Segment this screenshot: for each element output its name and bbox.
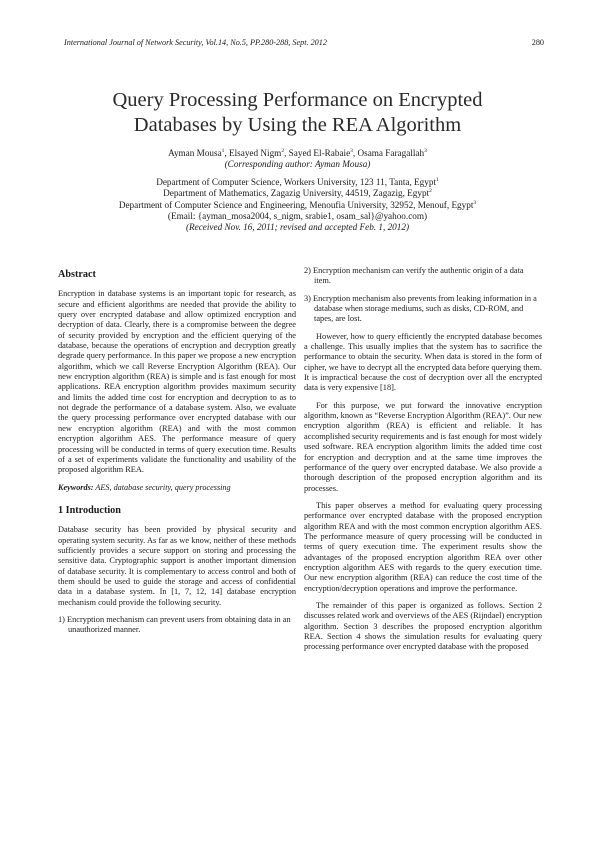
keywords-text: AES, database security, query processing [93, 482, 231, 492]
abstract-heading: Abstract [58, 269, 96, 280]
journal-citation: International Journal of Network Security, Vol.14, No.5, PP.280-288, Sept. 2012 [64, 38, 327, 47]
right-column [304, 266, 542, 660]
body-paragraph-3: This paper observes a method for evaluating query processing performance over encrypted database with the proposed encryption algorithm REA and with the most common encryption algorithm AES. The performance measure of query processing will be conducted in terms of query execution time. The experiment results show the advantages of the proposed encryption algorithm REA over other encryption algorithm AES with regards to the query execution time. Our new encryption algorithm (REA) can reduce the cost time of the encryption/decryption operations and improve the performance. [304, 500, 542, 593]
intro-heading: 1 Introduction [58, 504, 121, 516]
author-name: , Sayed El-Rabaie [284, 148, 351, 158]
affil-mark: 2 [429, 188, 432, 195]
intro-paragraph: Database security has been provided by physical security and operating system security. As far as we know, neither of these methods sufficiently provides a secure support on storing and processing the sensitive data. Cryptographic support is another important dimension of database security. It is complementary to access control and both of them should be used to guide the storage and access of confidential data in a database system. In [1, 7, 12, 14] database encryption mechanism could provide the following security. [58, 525, 296, 607]
affil-mark: 3 [473, 199, 477, 206]
author-affil-mark: 2 [281, 147, 285, 154]
affiliation-text: Department of Computer Science and Engineering, Menoufia University, 32952, Menouf, Egypt [118, 199, 474, 210]
author-list [60, 148, 535, 159]
affiliation-1 [60, 177, 535, 188]
author-name: , Elsayed Nigm [224, 148, 282, 158]
keywords-label: Keywords: [58, 482, 94, 492]
author-affil-mark: 3 [424, 147, 427, 154]
body-paragraph-4: The remainder of this paper is organized as follows. Section 2 discusses related work and overviews of the AES (Rijndael) encryption algorithm. Section 3 describes the proposed encryption algorithm REA. Section 4 shows the simulation results for evaluating query processing performance over encrypted database with the proposed [304, 600, 542, 652]
body-paragraph-2: For this purpose, we put forward the innovative encryption algorithm, known as “Reverse Encryption Algorithm (REA)”. Our new encryption algorithm (REA) is efficient and reliable. It has accomplished security requirements and is fast enough for most widely used software. REA encryption algorithm limits the added time cost for encryption and decryption and at the same time improves the performance of the query over encrypted database. We also provide a thorough description of the proposed encryption algorithm and its processes. [304, 400, 542, 493]
affiliation-text: Department of Mathematics, Zagazig University, 44519, Zagazig, Egypt [163, 188, 430, 199]
affiliation-text: Department of Computer Science, Workers University, 123 11, Tanta, Egypt [156, 176, 437, 187]
left-column [58, 266, 296, 643]
paper-title [60, 88, 535, 138]
title-line-1: Query Processing Performance on Encrypted [112, 89, 483, 111]
body-paragraph-1: However, how to query efficiently the encrypted database becomes a challenge. This usually implies that the system has to sacrifice the performance to obtain the security. When data is stored in the form of cipher, we have to decrypt all the encrypted data before querying them. It is impractical because the cost of decryption over all the encrypted data is very expensive [18]. [304, 331, 542, 393]
page-number: 280 [531, 38, 544, 47]
author-affil-mark: 3 [350, 147, 353, 154]
affiliation-2 [60, 188, 535, 199]
affil-mark: 1 [436, 176, 439, 183]
received-dates: (Received Nov. 16, 2011; revised and accepted Feb. 1, 2012) [185, 222, 410, 233]
running-header [64, 38, 544, 47]
affiliation-3 [60, 200, 535, 211]
list-item-1: 1) Encryption mechanism can prevent users from obtaining data in an unauthorized manner. [58, 614, 291, 635]
list-item-2: 2) Encryption mechanism can verify the authentic origin of a data item. [304, 266, 524, 286]
title-line-2: Databases by Using the REA Algorithm [133, 114, 462, 136]
keywords-line [58, 483, 296, 493]
abstract-text: Encryption in database systems is an important topic for research, as secure and efficient algorithms are needed that provide the ability to query over encrypted database and allow optimized encryption and decryption of data. Clearly, there is a compromise between the degree of security provided by encryption and the efficient querying of the database, because the operations of encryption and decryption greatly degrade query performance. In this paper we propose a new encryption algorithm, which we call Reverse Encryption Algorithm (REA). Our new encryption algorithm (REA) is simple and is fast enough for most applications. REA encryption algorithm provides maximum security and limits the added time cost for encryption and decryption to as to not degrade the performance of a database system. Also, we evaluate the query processing performance over encrypted database with our new encryption algorithm (REA) and with the most common encryption algorithm AES. The performance measure of query processing will be conducted in terms of query execution time. Results of a set of experiments validate the functionality and usability of the proposed algorithm REA. [58, 289, 296, 475]
email-line: (Email: {ayman_mosa2004, s_nigm, srabie1, osam_sal}@yahoo.com) [167, 211, 428, 222]
corresponding-author: (Corresponding author: Ayman Mousa) [224, 159, 371, 170]
author-name: , Osama Faragallah [352, 148, 425, 158]
author-affil-mark: 1 [221, 147, 225, 154]
front-matter [60, 148, 535, 234]
author-name: Ayman Mousa [168, 148, 222, 158]
list-item-3: 3) Encryption mechanism also prevents from leaking information in a database when storage mediums, such as disks, CD-ROM, and tapes, are lost. [304, 293, 537, 324]
